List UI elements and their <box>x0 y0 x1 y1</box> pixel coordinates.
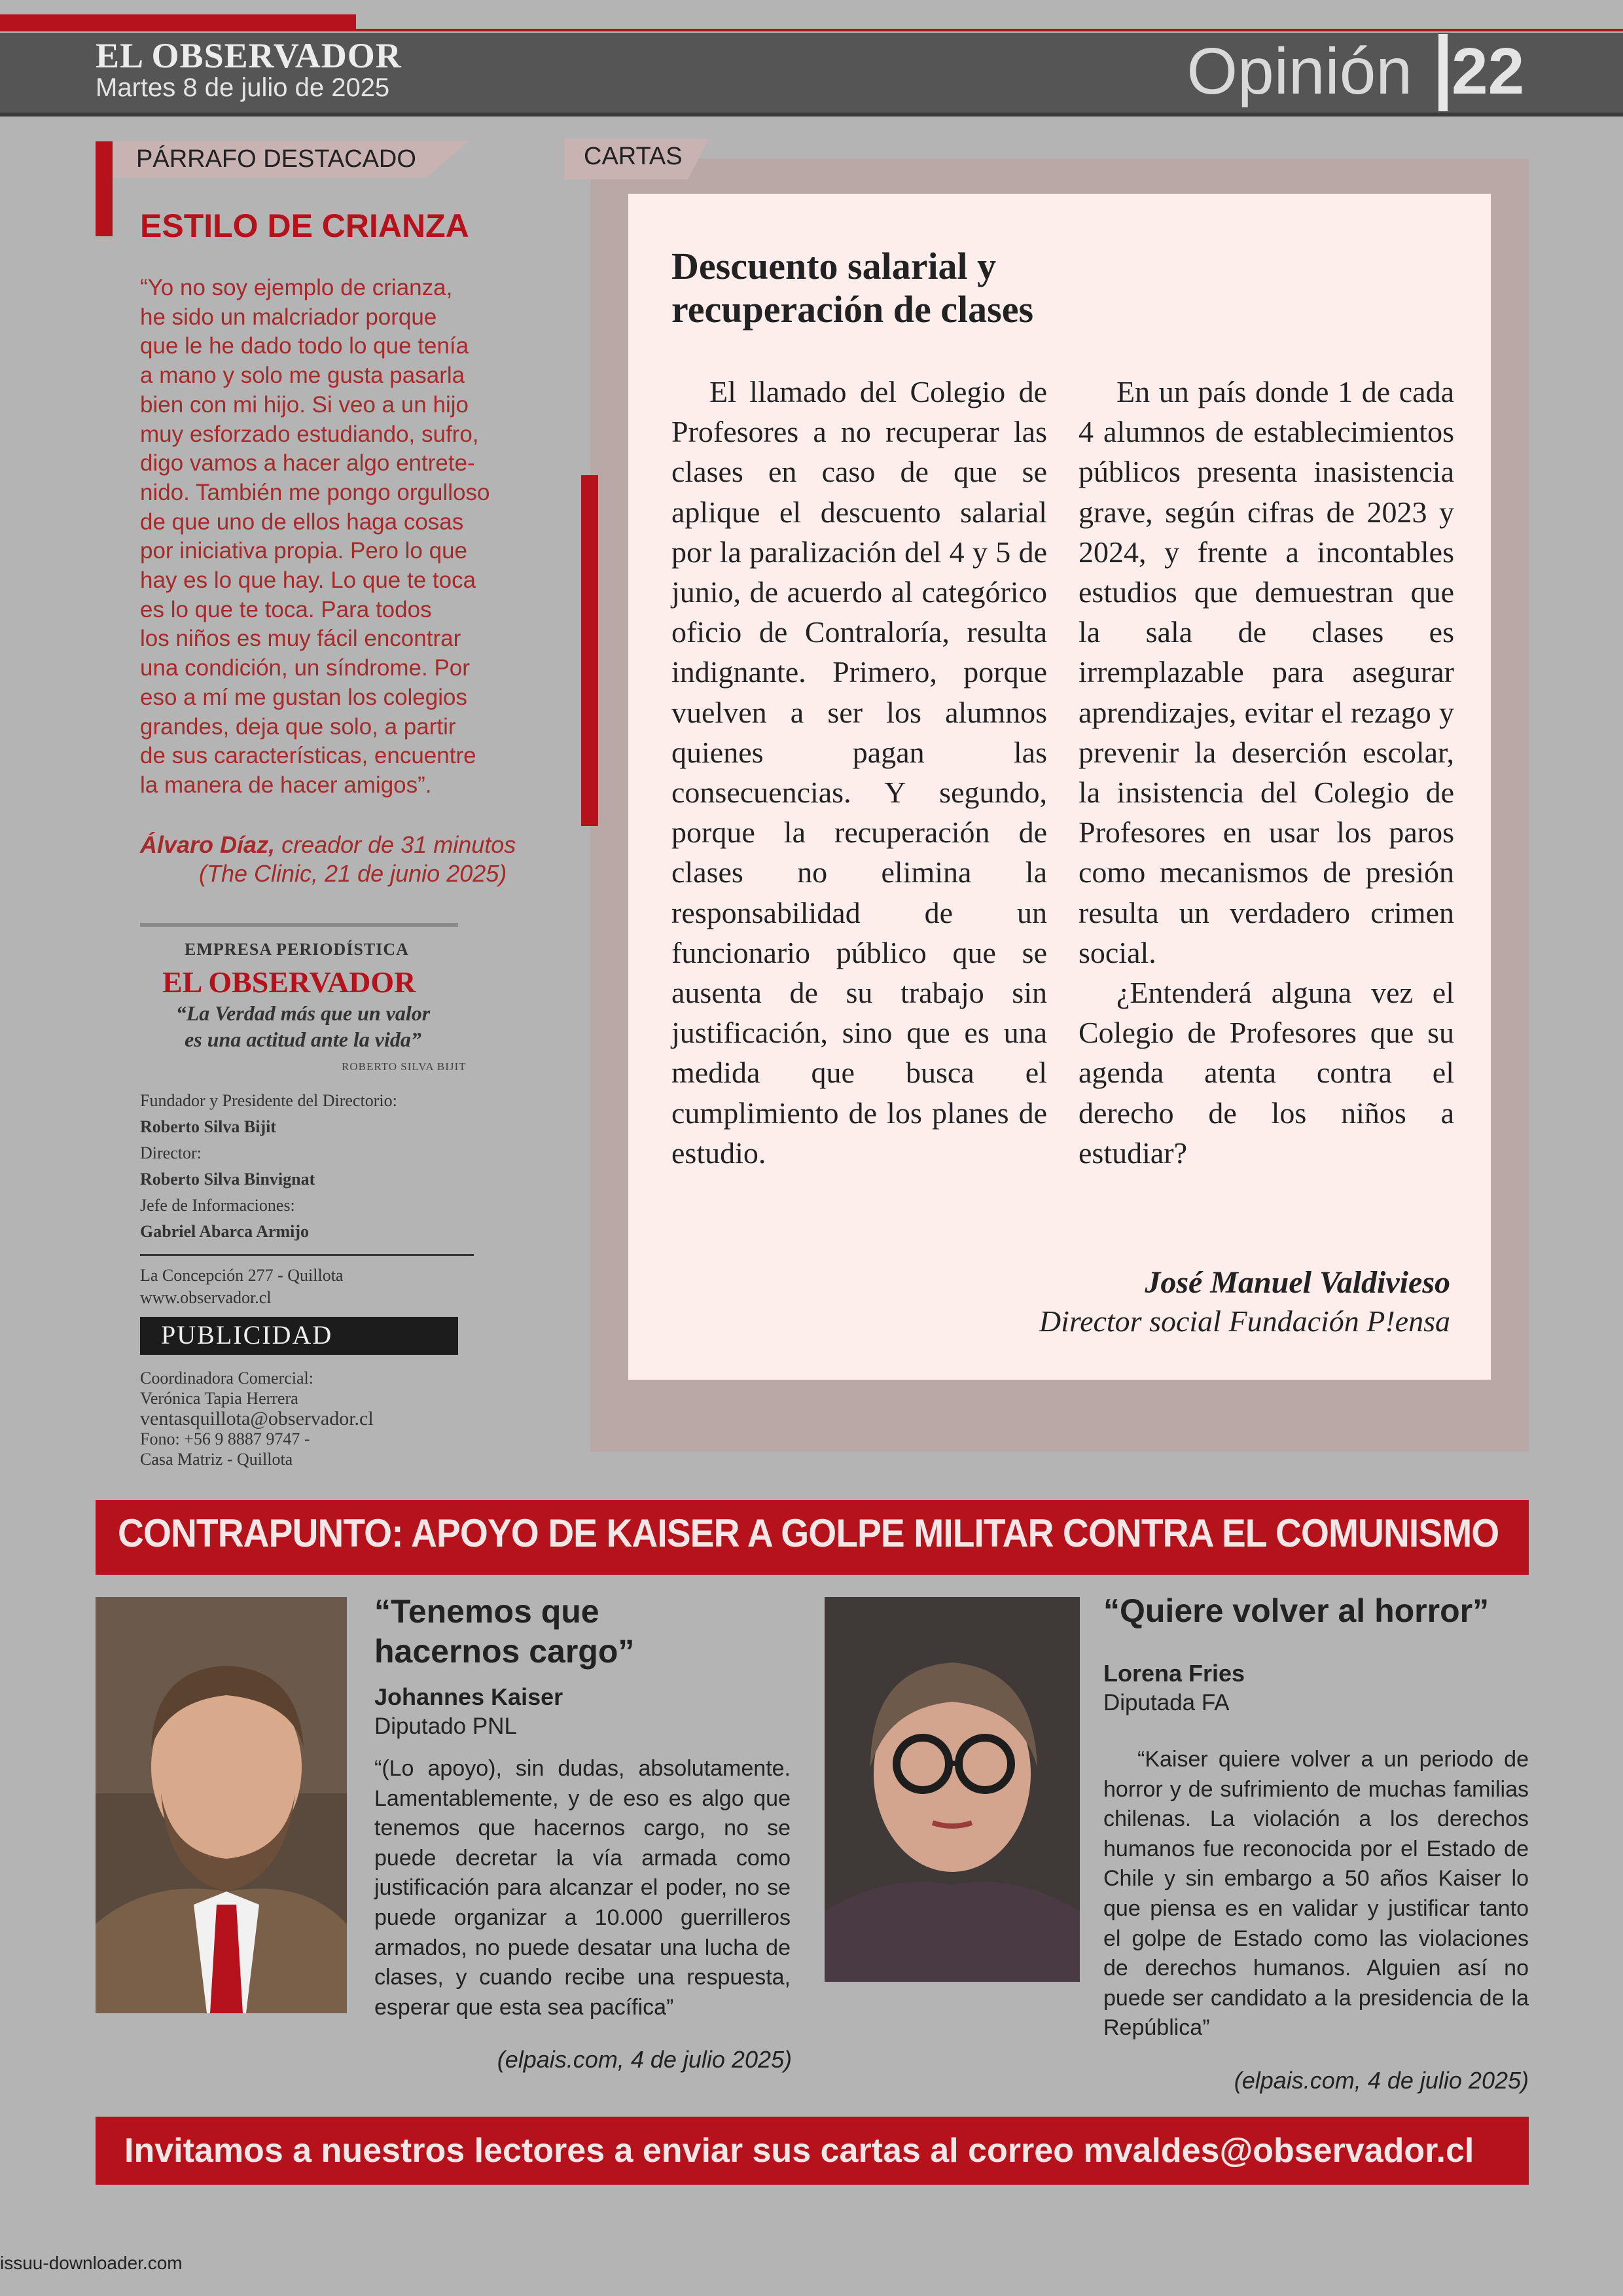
company-label: EMPRESA PERIODÍSTICA <box>185 940 409 959</box>
motto-line-2: es una actitud ante la vida” <box>185 1028 421 1051</box>
fries-photo <box>825 1597 1080 1982</box>
header-red-accent <box>0 14 356 29</box>
highlight-quote-line: hay es lo que hay. Lo que te toca <box>140 567 476 594</box>
highlight-quote-line: por iniciativa propia. Pero lo que <box>140 538 468 564</box>
highlight-quote <box>140 274 533 800</box>
issue-date: Martes 8 de julio de 2025 <box>96 73 390 102</box>
fries-source: (elpais.com, 4 de julio 2025) <box>1234 2067 1529 2094</box>
header-bottom-rule <box>0 113 1623 117</box>
fries-quote-text: “Kaiser quiere volver a un periodo de horror y de sufrimiento de muchas familias chilenas. La violación a los derechos humanos fue reconocida por el Estado de Chile y sin embargo a 50 años Kaiser lo que piensa es en validar y justificar tanto el golpe de Estado como las violaciones de derechos humanos. Alguien así no puede ser candidato a la presidencia de la República” <box>1103 1747 1529 2041</box>
letter-title-line-2: recuperación de clases <box>671 288 1034 331</box>
ads-label: PUBLICIDAD <box>161 1320 333 1350</box>
section-name: Opinión <box>1186 35 1412 108</box>
kaiser-headline-line-2: hacernos cargo” <box>374 1633 635 1670</box>
invitation-text: Invitamos a nuestros lectores a enviar sus cartas al correo mvaldes@observador.cl <box>124 2132 1474 2170</box>
staff-label: Director: <box>140 1143 202 1162</box>
page-number: 22 <box>1452 35 1525 108</box>
highlight-quote-line: de que uno de ellos haga cosas <box>140 509 464 535</box>
highlight-quote-line: nido. También me pongo orgulloso <box>140 479 490 505</box>
letter-column-1 <box>671 372 1047 1173</box>
highlight-quote-line: es lo que te toca. Para todos <box>140 596 432 622</box>
letters-tab-label: CARTAS <box>584 143 683 170</box>
kaiser-quote: “(Lo apoyo), sin dudas, absolutamente. Lamentablemente, y de eso es algo que tenemos que hacernos cargo, no se puede decretar la vía armada como justificación para alcanzar el poder, no se puede organizar a 10.000 guerrilleros armados, no puede desatar una lucha de clases, y cuando recibe una respuesta, esperar que esta sea pacífica” <box>374 1756 791 2020</box>
highlight-quote-line: los niños es muy fácil encontrar <box>140 626 461 652</box>
highlight-quote-line: una condición, un síndrome. Por <box>140 655 470 681</box>
motto-line-1: “La Verdad más que un valor <box>175 1001 431 1025</box>
masthead-title: EL OBSERVADOR <box>96 36 402 75</box>
fries-headline: “Quiere volver al horror” <box>1103 1592 1489 1629</box>
letter-column-2 <box>1079 372 1454 1173</box>
highlight-author-name: Álvaro Díaz, <box>140 831 276 858</box>
highlight-quote-line: eso a mí me gustan los colegios <box>140 684 467 710</box>
highlight-quote-line: grandes, deja que solo, a partir <box>140 713 456 740</box>
highlight-quote-line: “Yo no soy ejemplo de crianza, <box>140 275 453 300</box>
page-number-divider <box>1438 34 1448 111</box>
company-motto <box>162 1000 444 1052</box>
kaiser-source: (elpais.com, 4 de julio 2025) <box>497 2046 792 2073</box>
kaiser-photo <box>96 1597 347 2013</box>
highlight-quote-line: he sido un malcriador porque <box>140 304 437 330</box>
highlight-author-desc: creador de 31 minutos <box>275 831 516 858</box>
letter-signer-role: Director social Fundación P!ensa <box>1039 1304 1450 1338</box>
address-line: La Concepción 277 - Quillota <box>140 1266 344 1285</box>
letter-signer: José Manuel Valdivieso <box>1145 1265 1450 1300</box>
address-separator <box>140 1254 474 1256</box>
watermark: issuu-downloader.com <box>0 2253 183 2273</box>
ads-contact <box>140 1368 374 1469</box>
fries-role: Diputada FA <box>1103 1690 1230 1715</box>
letter-red-bar <box>581 475 598 826</box>
fries-quote <box>1103 1745 1529 2043</box>
staff-name: Roberto Silva Bijit <box>140 1117 276 1136</box>
motto-signature: ROBERTO SILVA BIJIT <box>342 1060 467 1073</box>
kaiser-headline <box>374 1592 793 1672</box>
highlight-quote-line: bien con mi hijo. Si veo a un hijo <box>140 391 469 418</box>
fries-name: Lorena Fries <box>1103 1660 1245 1687</box>
staff-label: Jefe de Informaciones: <box>140 1196 295 1215</box>
company-separator <box>140 923 458 927</box>
highlight-tab-label: PÁRRAFO DESTACADO <box>136 145 416 173</box>
header-red-rule <box>0 29 1623 31</box>
ads-line: Verónica Tapia Herrera <box>140 1389 298 1408</box>
letter-title-line-1: Descuento salarial y <box>671 245 997 287</box>
ads-email[interactable]: ventasquillota@observador.cl <box>140 1408 374 1429</box>
kaiser-name: Johannes Kaiser <box>374 1683 563 1710</box>
letter-paragraph: El llamado del Colegio de Profesores a no recuperar las clases en caso de que se aplique el descuento salarial por la paralización del 4 y 5 de junio, de acuerdo al categórico oficio de Contraloría, resulta indignante. Primero, porque vuelven a ser los alumnos quienes pagan las consecuencias. Y segundo, porque la recuperación de clases no elimina la responsabilidad de un funcionario público que se ausenta de su trabajo sin justificación, sino que es una medida que busca el cumplimiento de los planes de estudio. <box>671 375 1047 1170</box>
website-link[interactable]: www.observador.cl <box>140 1288 272 1307</box>
highlight-quote-line: la manera de hacer amigos”. <box>140 772 432 798</box>
staff-name: Roberto Silva Binvignat <box>140 1170 315 1189</box>
ads-line: Casa Matriz - Quillota <box>140 1450 293 1469</box>
staff-list <box>140 1088 467 1245</box>
kaiser-headline-line-1: “Tenemos que <box>374 1593 599 1630</box>
highlight-red-bar <box>96 141 113 236</box>
highlight-title: ESTILO DE CRIANZA <box>140 207 469 244</box>
highlight-quote-line: a mano y solo me gusta pasarla <box>140 363 465 389</box>
kaiser-role: Diputado PNL <box>374 1713 517 1739</box>
letter-paragraph: En un país donde 1 de cada 4 alumnos de establecimientos públicos presenta inasistencia grave, según cifras de 2023 y 2024, y frente a incontables estudios que demuestran que la sala de clases es irremplazable para asegurar aprendizajes, evitar el rezago y prevenir la deserción escolar, la insistencia del Colegio de Profesores en usar los paros como mecanismos de presión resulta un verdadero crimen social. <box>1079 375 1454 969</box>
staff-label: Fundador y Presidente del Directorio: <box>140 1091 397 1110</box>
ads-line: Fono: +56 9 8887 9747 - <box>140 1429 310 1448</box>
company-name: EL OBSERVADOR <box>162 965 416 999</box>
highlight-quote-line: que le he dado todo lo que tenía <box>140 333 469 359</box>
highlight-quote-line: digo vamos a hacer algo entrete- <box>140 450 475 476</box>
contrapunto-title: CONTRAPUNTO: APOYO DE KAISER A GOLPE MILITAR CONTRA EL COMUNISMO <box>118 1511 1499 1555</box>
letter-title <box>671 245 1444 331</box>
highlight-author <box>140 830 516 860</box>
highlight-quote-line: muy esforzado estudiando, sufro, <box>140 421 479 447</box>
highlight-source: (The Clinic, 21 de junio 2025) <box>199 860 507 887</box>
highlight-quote-line: de sus características, encuentre <box>140 743 476 769</box>
letter-paragraph: ¿Entenderá alguna vez el Colegio de Profesores que su agenda atenta contra el derecho de los niños a estudiar? <box>1079 976 1454 1170</box>
staff-name: Gabriel Abarca Armijo <box>140 1222 310 1241</box>
company-address <box>140 1265 343 1309</box>
ads-line: Coordinadora Comercial: <box>140 1369 313 1388</box>
